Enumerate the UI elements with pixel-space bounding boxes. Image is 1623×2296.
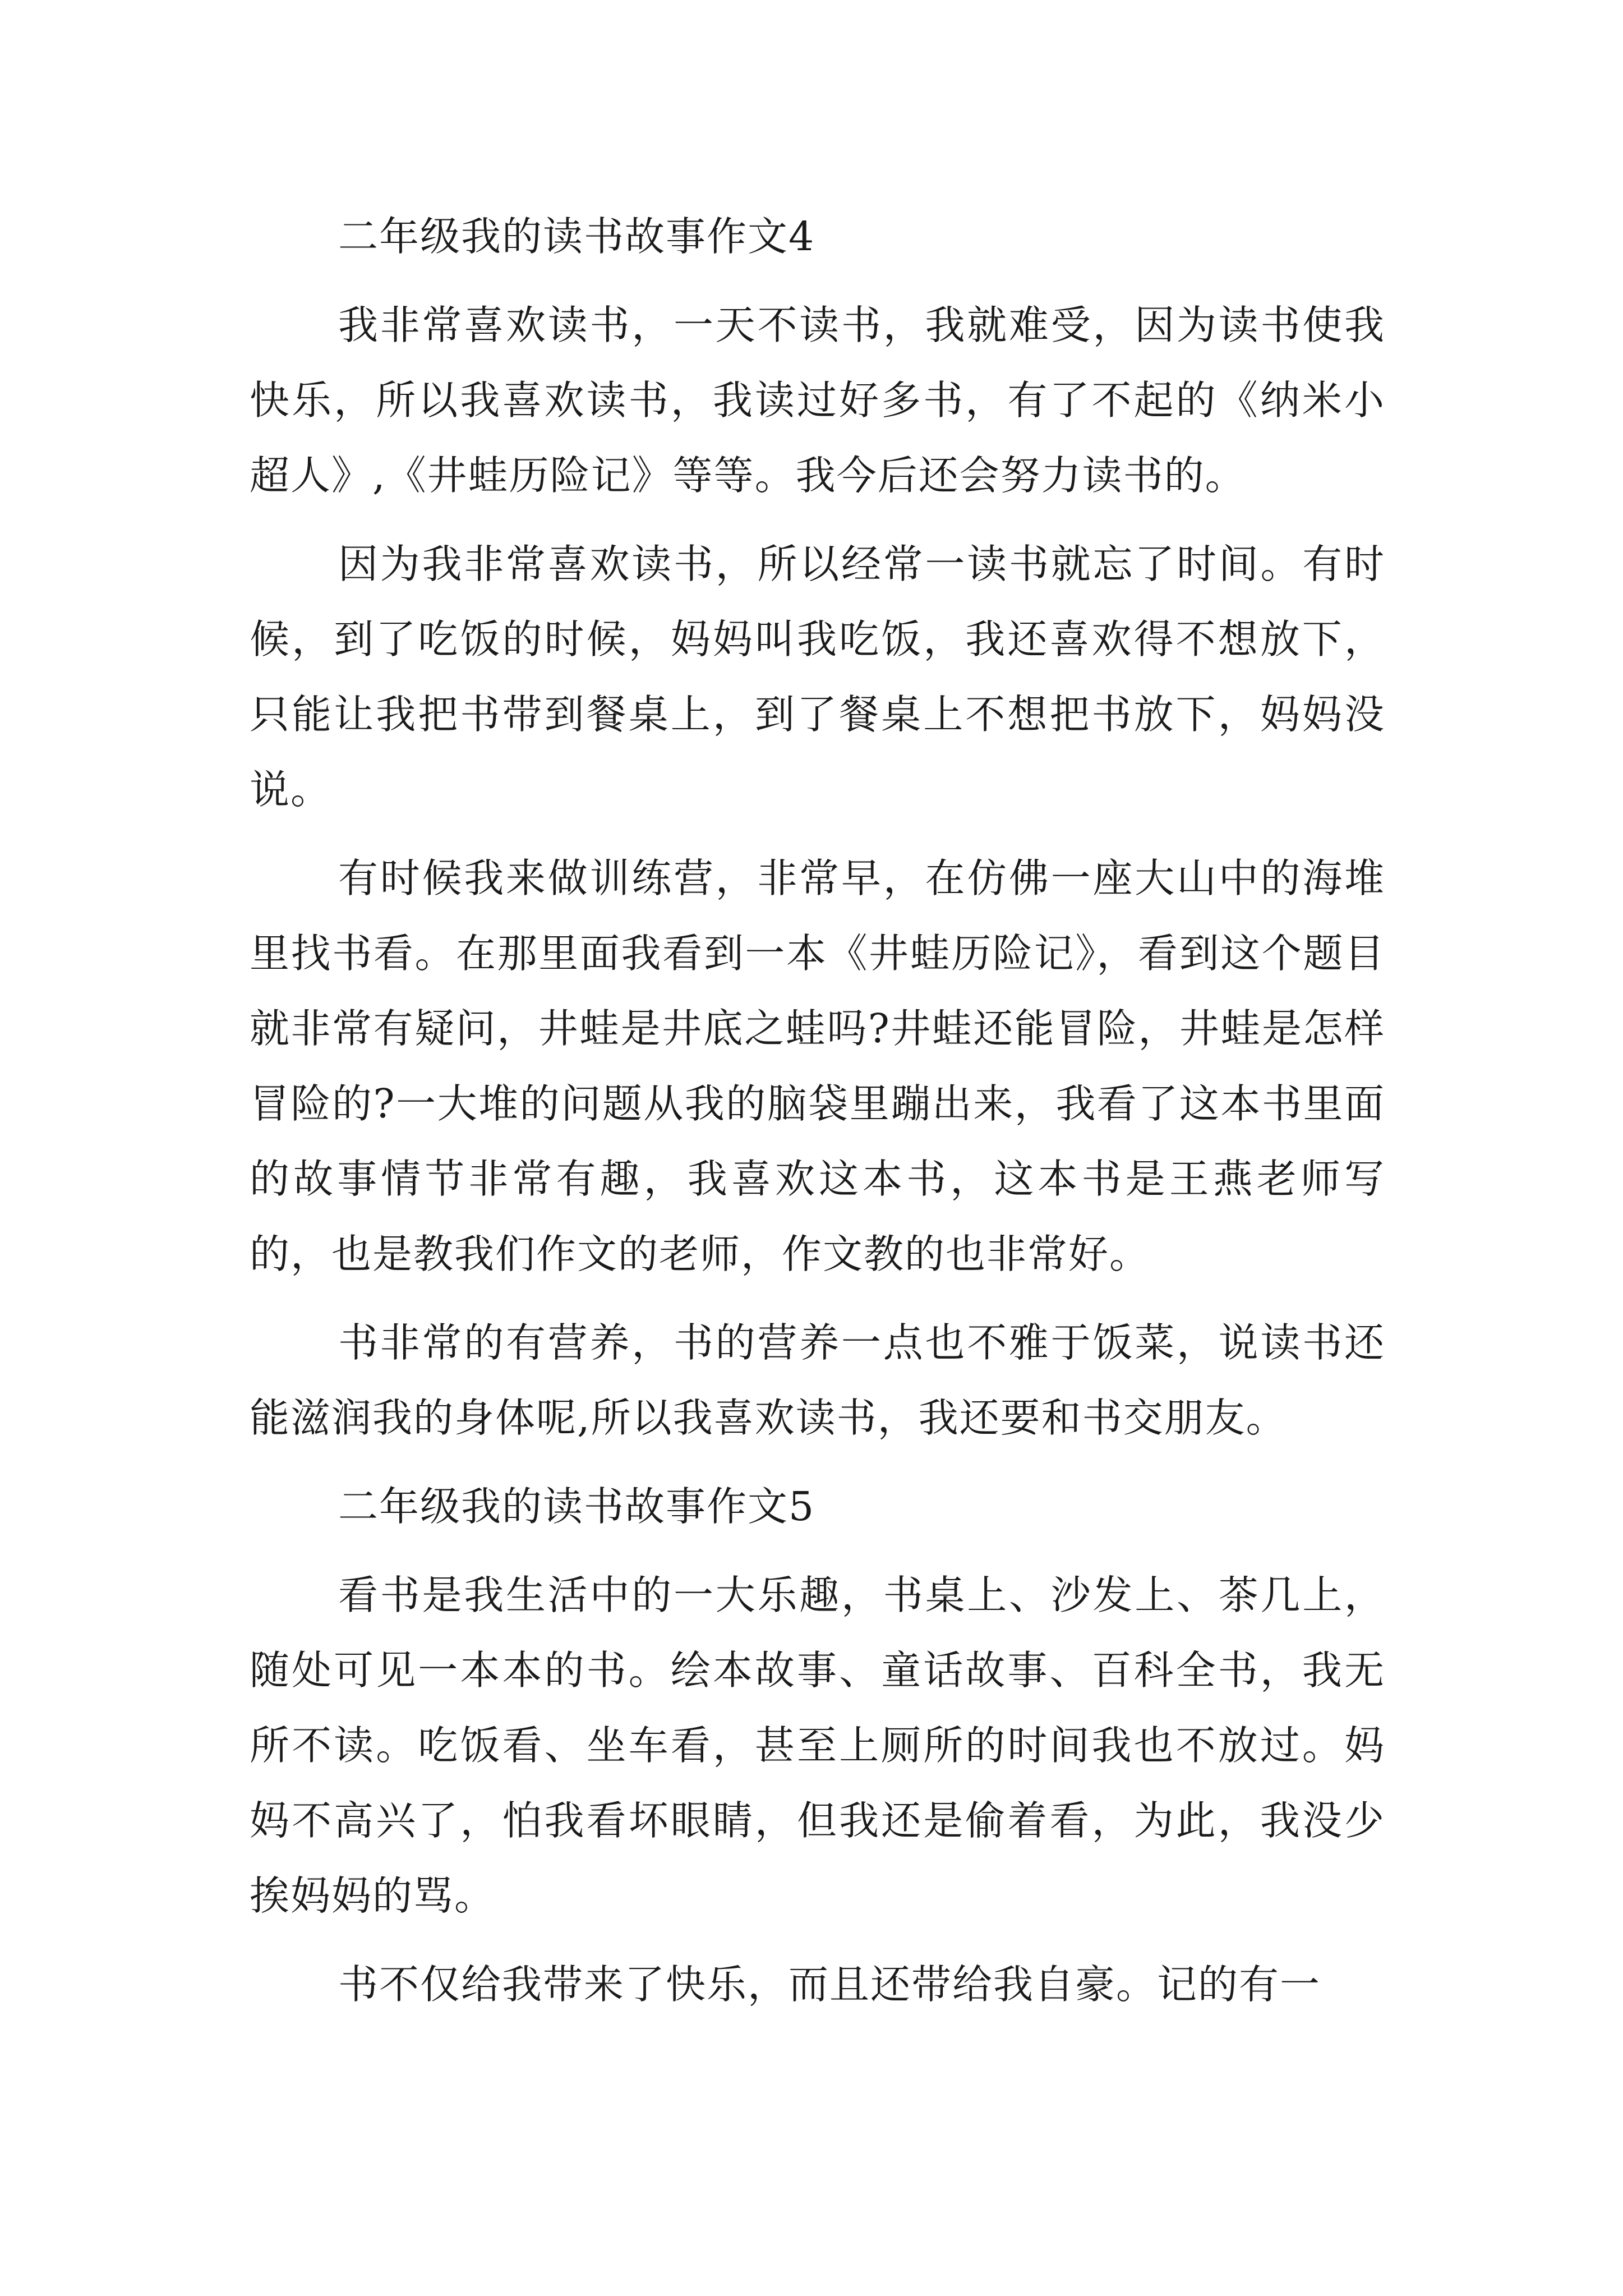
paragraph: 因为我非常喜欢读书，所以经常一读书就忘了时间。有时候，到了吃饭的时候，妈妈叫我吃饭，我还喜欢得不想放下，只能让我把书带到餐桌上，到了餐桌上不想把书放下，妈妈没说。 — [250, 541, 1385, 813]
paragraph: 有时候我来做训练营，非常早，在仿佛一座大山中的海堆里找书看。在那里面我看到一本《井蛙历险记》，看到这个题目就非常有疑问，井蛙是井底之蛙吗?井蛙还能冒险，井蛙是怎样冒险的?一大堆的问题从我的脑袋里蹦出来，我看了这本书里面的故事情节非常有趣，我喜欢这本书，这本书是王燕老师写的，也是教我们作文的老师，作文教的也非常好。 — [250, 855, 1385, 1277]
document-page — [250, 199, 1385, 2022]
paragraph: 看书是我生活中的一大乐趣，书桌上、沙发上、茶几上，随处可见一本本的书。绘本故事、童话故事、百科全书，我无所不读。吃饭看、坐车看，甚至上厕所的时间我也不放过。妈妈不高兴了，怕我看坏眼睛，但我还是偷着看，为此，我没少挨妈妈的骂。 — [250, 1572, 1385, 1919]
section-heading: 二年级我的读书故事作文4 — [338, 213, 815, 260]
paragraph: 书不仅给我带来了快乐，而且还带给我自豪。记的有一 — [338, 1961, 1321, 2008]
paragraph: 我非常喜欢读书，一天不读书，我就难受，因为读书使我快乐，所以我喜欢读书，我读过好多书，有了不起的《纳米小超人》,《井蛙历险记》等等。我今后还会努力读书的。 — [250, 302, 1385, 499]
paragraph: 书非常的有营养，书的营养一点也不雅于饭菜，说读书还能滋润我的身体呢,所以我喜欢读书，我还要和书交朋友。 — [250, 1319, 1385, 1441]
section-heading: 二年级我的读书故事作文5 — [338, 1483, 815, 1530]
